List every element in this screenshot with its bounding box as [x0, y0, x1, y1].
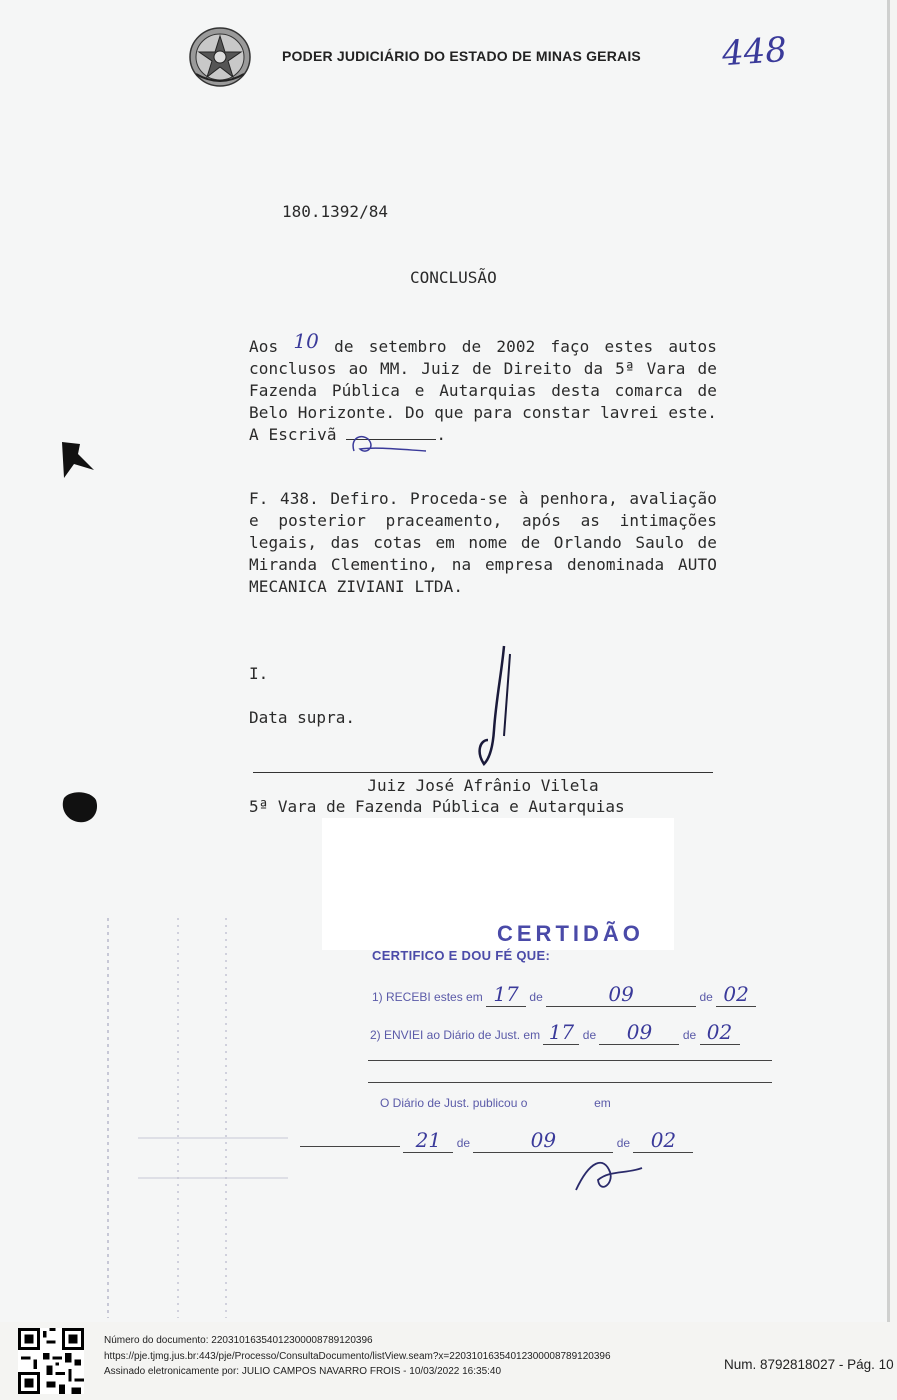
footer-metadata [104, 1333, 611, 1380]
certidao-blank-line [368, 1060, 772, 1061]
institution-header: PODER JUDICIÁRIO DO ESTADO DE MINAS GERAIS [282, 48, 641, 64]
judge-signature [466, 640, 526, 770]
certidao-signature [570, 1150, 650, 1200]
certidao-line-5: 21 de 09 de 02 [300, 1128, 693, 1153]
ledger-traces [98, 918, 288, 1318]
court-name: 5ª Vara de Fazenda Pública e Autarquias [249, 797, 625, 816]
margin-mark [60, 790, 100, 826]
document-number: Número do documento: 22031016354012300008789120396 [104, 1335, 373, 1346]
certidao-line-4: O Diário de Just. publicou o em [380, 1096, 611, 1110]
qr-code-icon [18, 1328, 84, 1394]
clerk-signature [346, 439, 436, 440]
date-supra: Data supra. [249, 708, 355, 727]
margin-mark [60, 440, 96, 480]
page-number: Num. 8792818027 - Pág. 10 [724, 1357, 894, 1372]
judge-name: Juiz José Afrânio Vilela [367, 776, 599, 795]
mark-i: I. [249, 664, 269, 683]
handwritten-page-number: 448 [720, 29, 789, 75]
signature-line [253, 772, 713, 773]
document-title: CONCLUSÃO [410, 268, 497, 287]
certidao-subtitle: CERTIFICO E DOU FÉ QUE: [372, 948, 551, 963]
signature-info: Assinado eletronicamente por: JULIO CAMPOS NAVARRO FROIS - 10/03/2022 16:35:40 [104, 1366, 502, 1377]
conclusion-paragraph: Aos 10 de setembro de 2002 faço estes autos conclusos ao MM. Juiz de Direito da 5ª Vara de Fazenda Pública e Autarquias desta comarca de Belo Horizonte. Do que para constar lavrei este. A Escrivã . [249, 334, 717, 446]
document-url[interactable]: https://pje.tjmg.jus.br:443/pje/Processo/ConsultaDocumento/listView.seam?x=22031016354012300008789120396 [104, 1350, 611, 1362]
certidao-blank-line [368, 1082, 772, 1083]
coat-of-arms-icon [188, 26, 252, 88]
decision-paragraph: F. 438. Defiro. Proceda-se à penhora, avaliação e posterior praceamento, após as intimações legais, das cotas em nome de Orlando Saulo de Miranda Clementino, na empresa denominada AUTO MECANICA ZIVIANI LTDA. [249, 489, 717, 596]
certidao-line-2: 2) ENVIEI ao Diário de Just. em 17 de 09 de 02 [370, 1020, 740, 1045]
process-number: 180.1392/84 [282, 202, 388, 221]
certidao-line-1: 1) RECEBI estes em 17 de 09 de 02 [372, 982, 756, 1007]
certidao-title: CERTIDÃO [497, 921, 644, 946]
handwritten-day: 10 [293, 329, 320, 353]
